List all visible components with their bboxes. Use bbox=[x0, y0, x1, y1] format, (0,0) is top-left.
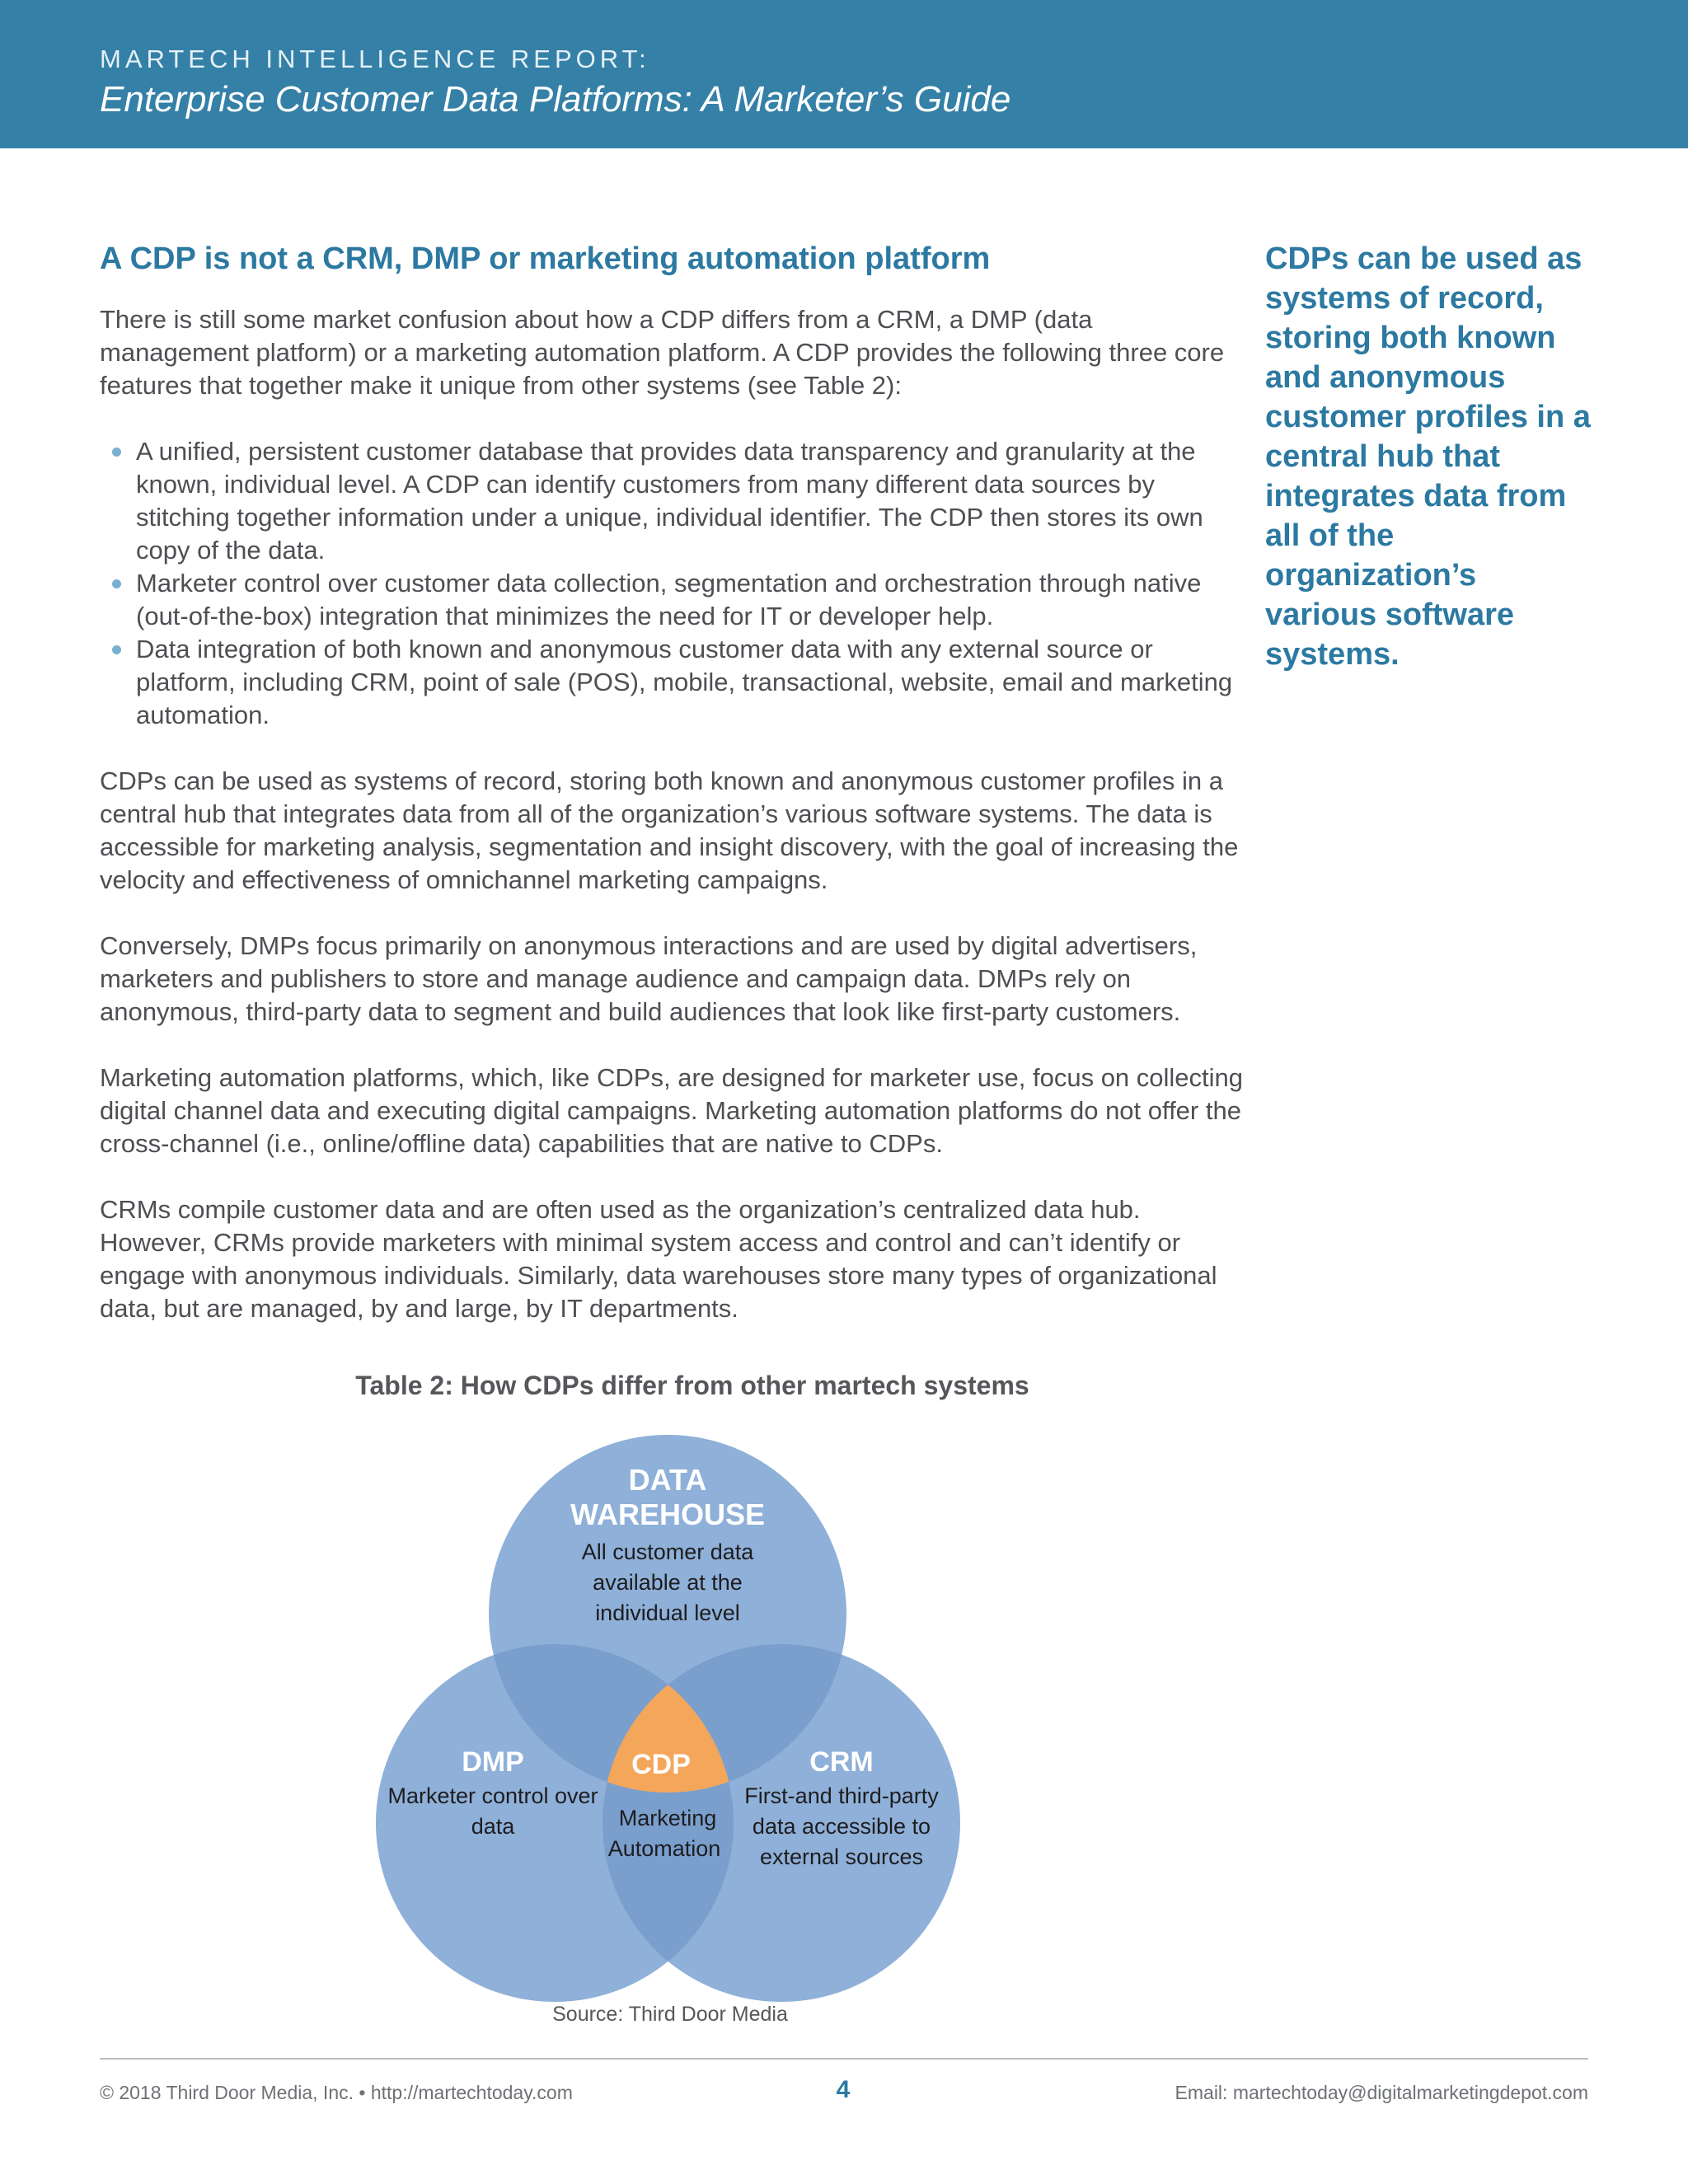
footer-email: Email: martechtoday@digitalmarketingdepot.com bbox=[1175, 2082, 1588, 2103]
report-series-label: MARTECH INTELLIGENCE REPORT: bbox=[100, 45, 650, 73]
crm-desc-line1: First-and third-party bbox=[744, 1783, 939, 1808]
data-warehouse-desc-line2: available at the bbox=[593, 1570, 743, 1595]
marketing-automation-label-line2: Automation bbox=[607, 1836, 721, 1861]
pull-quote: CDPs can be used as systems of record, storing both known and anonymous customer profiles in a central hub that integrates data from all of the organization’s various software systems. bbox=[1265, 241, 1591, 672]
body-paragraph-cdp: CDPs can be used as systems of record, storing both known and anonymous customer profiles in a central hub that integrates data from all of the organization’s various software systems. The data is accessible for marketing analysis, segmentation and insight discovery, with the goal of increasing the velocity and effectiveness of omnichannel marketing campaigns. bbox=[100, 766, 1239, 894]
main-body bbox=[100, 303, 1245, 1358]
body-paragraph-dmp: Conversely, DMPs focus primarily on anonymous interactions and are used by digital advertisers, marketers and publishers to store and manage audience and campaign data. DMPs rely on anonymous, third-party data to segment and build audiences that look like first-party customers. bbox=[100, 931, 1198, 1026]
data-warehouse-heading-line2: WAREHOUSE bbox=[570, 1497, 766, 1531]
data-warehouse-desc-line1: All customer data bbox=[581, 1540, 754, 1564]
cdp-label: CDP bbox=[631, 1749, 691, 1780]
marketing-automation-label-line1: Marketing bbox=[618, 1806, 717, 1830]
venn-diagram bbox=[354, 1418, 997, 2011]
page-number: 4 bbox=[836, 2076, 851, 2103]
body-paragraph-marketing-automation: Marketing automation platforms, which, like CDPs, are designed for marketer use, focus on collecting digital channel data and executing digital campaigns. Marketing automation platforms do not offer the cross-channel (i.e., online/offline data) capabilities that are native to CDPs. bbox=[100, 1063, 1244, 1158]
list-item: Marketer control over customer data collection, segmentation and orchestration through native (out-of-the-box) integration that minimizes the need for IT or developer help. bbox=[100, 567, 1245, 633]
dmp-desc-line2: data bbox=[471, 1814, 515, 1839]
footer-copyright: © 2018 Third Door Media, Inc. • http://martechtoday.com bbox=[100, 2082, 573, 2103]
data-warehouse-desc-line3: individual level bbox=[595, 1601, 740, 1625]
crm-heading: CRM bbox=[809, 1746, 874, 1778]
figure-source: Source: Third Door Media bbox=[552, 2003, 788, 2026]
section-heading: A CDP is not a CRM, DMP or marketing automation platform bbox=[100, 241, 991, 276]
intro-paragraph: There is still some market confusion about how a CDP differs from a CRM, a DMP (data management platform) or a marketing automation platform. A CDP provides the following three core features that together make it unique from other systems (see Table 2): bbox=[100, 305, 1225, 400]
crm-desc-line3: external sources bbox=[759, 1844, 924, 1869]
list-item: Data integration of both known and anonymous customer data with any external source or platform, including CRM, point of sale (POS), mobile, transactional, website, email and marketing automation. bbox=[100, 633, 1245, 732]
dmp-desc-line1: Marketer control over bbox=[387, 1783, 598, 1808]
list-item: A unified, persistent customer database that provides data transparency and granularity at the known, individual level. A CDP can identify customers from many different data sources by stitching together information under a unique, individual identifier. The CDP then stores its own copy of the data. bbox=[100, 435, 1245, 567]
dmp-heading: DMP bbox=[462, 1746, 524, 1778]
crm-desc-line2: data accessible to bbox=[752, 1814, 931, 1839]
body-paragraph-crm: CRMs compile customer data and are often used as the organization’s centralized data hub. However, CRMs provide marketers with minimal system access and control and can’t identify or engage with anonymous individuals. Similarly, data warehouses store many types of organizational data, but are managed, by and large, by IT departments. bbox=[100, 1195, 1217, 1323]
header-banner bbox=[0, 0, 1688, 148]
report-title: Enterprise Customer Data Platforms: A Marketer’s Guide bbox=[100, 79, 1011, 120]
core-features-list bbox=[100, 435, 1245, 732]
data-warehouse-heading: DATA bbox=[628, 1463, 707, 1497]
footer-divider bbox=[100, 2058, 1588, 2060]
figure-title: Table 2: How CDPs differ from other martech systems bbox=[355, 1371, 1029, 1400]
